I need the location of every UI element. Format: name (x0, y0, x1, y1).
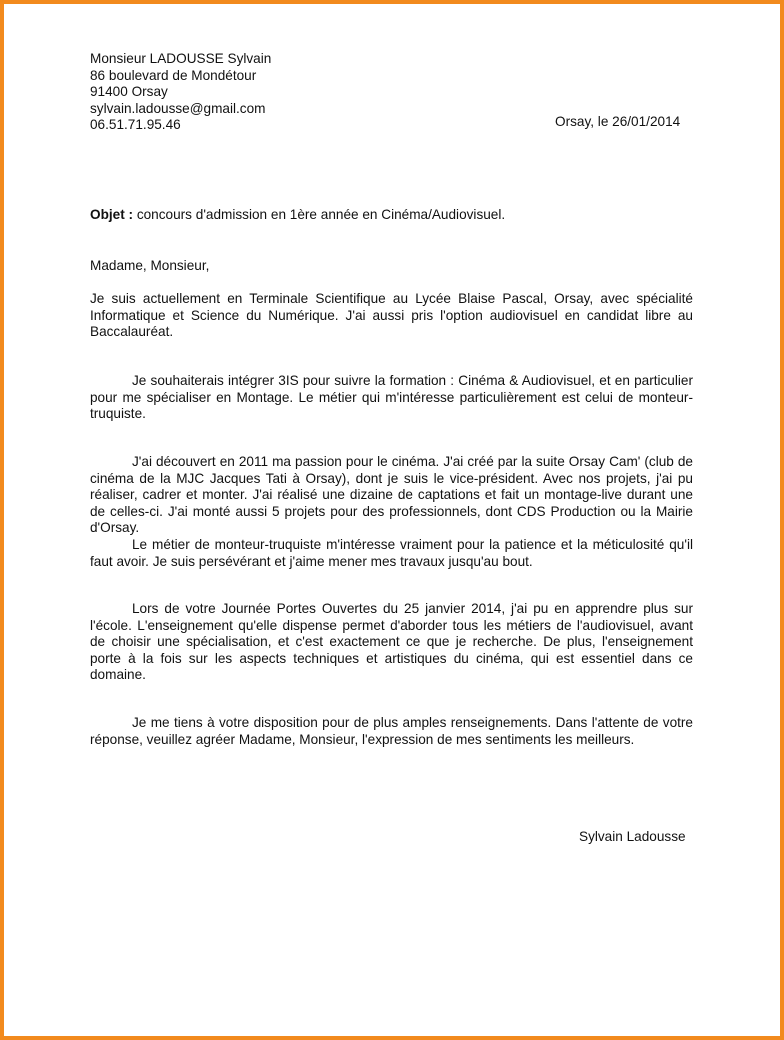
salutation: Madame, Monsieur, (90, 258, 210, 273)
date-line: Orsay, le 26/01/2014 (555, 114, 681, 129)
paragraph-open-day-text: Lors de votre Journée Portes Ouvertes du 25 janvier 2014, j'ai pu en apprendre plus sur l'école. L'enseignement qu'elle dispense permet d'aborder tous les métiers de l'audiovisuel, avant de choisir une spécialisation, et c'est exactement ce que je recherche. De plus, l'enseignement porte à la fois sur les aspects techniques et artistiques du cinéma, qui est essentiel dans ce domaine. (90, 601, 693, 683)
sender-email: sylvain.ladousse@gmail.com (90, 100, 266, 116)
sender-street: 86 boulevard de Mondétour (90, 67, 257, 83)
sender-city: 91400 Orsay (90, 84, 168, 100)
sender-address-block (90, 51, 271, 134)
subject-line (90, 207, 505, 224)
subject-label: Objet : (90, 207, 134, 222)
signature: Sylvain Ladousse (579, 829, 686, 844)
paragraph-experience (90, 454, 693, 570)
paragraph-closing (90, 715, 693, 748)
sender-phone: 06.51.71.95.46 (90, 117, 181, 133)
paragraph-open-day (90, 601, 693, 684)
paragraph-formation (90, 373, 693, 423)
subject-text: concours d'admission en 1ère année en Cinéma/Audiovisuel. (133, 207, 506, 222)
paragraph-experience-text: J'ai découvert en 2011 ma passion pour le cinéma. J'ai créé par la suite Orsay Cam' (club de cinéma de la MJC Jacques Tati à Orsay), dont je suis le vice-président. Avec nos projets, j'ai pu réaliser, cadrer et monter. J'ai réalisé une dizaine de captations et fait un montage-live durant une de celles-ci. J'ai monté aussi 5 projets pour des professionnels, dont CDS Production ou la Mairie d'Orsay. (90, 454, 693, 536)
paragraph-intro: Je suis actuellement en Terminale Scientifique au Lycée Blaise Pascal, Orsay, avec spécialité Informatique et Science du Numérique. J'ai aussi pris l'option audiovisuel en candidat libre au Baccalauréat. (90, 291, 693, 340)
sender-name: Monsieur LADOUSSE Sylvain (90, 51, 272, 66)
paragraph-motivation-text: Le métier de monteur-truquiste m'intéresse vraiment pour la patience et la méticulosité qu'il faut avoir. Je suis persévérant et j'aime mener mes travaux jusqu'au bout. (90, 536, 693, 569)
paragraph-closing-text: Je me tiens à votre disposition pour de plus amples renseignements. Dans l'attente de votre réponse, veuillez agréer Madame, Monsieur, l'expression de mes sentiments les meilleurs. (90, 715, 693, 747)
paragraph-formation-text: Je souhaiterais intégrer 3IS pour suivre la formation : Cinéma & Audiovisuel, et en particulier pour me spécialiser en Montage. Le métier qui m'intéresse particulièrement est celui de monteur-truquiste. (90, 373, 693, 422)
